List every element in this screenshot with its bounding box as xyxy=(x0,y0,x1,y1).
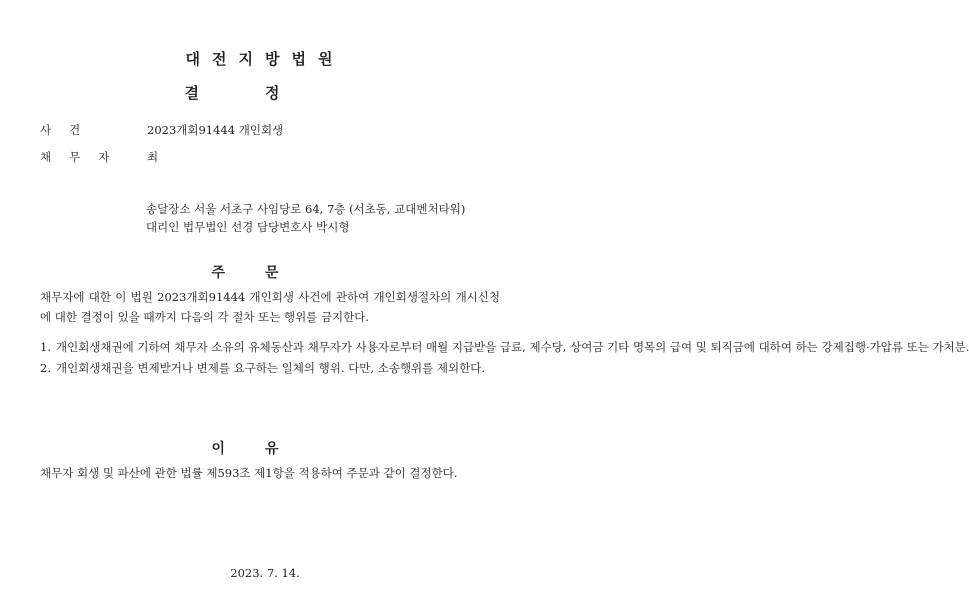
list-item-text: 개인회생채권을 변제받거나 변제를 요구하는 일체의 행위. 다만, 소송행위를 제외한다. xyxy=(56,361,486,375)
list-item-number: 2. xyxy=(40,361,51,375)
prohibited-actions-list xyxy=(40,338,969,380)
debtor-name: 최 xyxy=(147,150,159,164)
list-item xyxy=(40,359,500,378)
decision-date: 2023. 7. 14. xyxy=(230,566,300,580)
order-section-title: 주문 xyxy=(211,265,319,281)
document-type-title: 결정 xyxy=(184,84,346,102)
case-label: 사건 xyxy=(40,123,99,137)
reason-paragraph: 채무자 회생 및 파산에 관한 법률 제593조 제1항을 적용하여 주문과 같이 결정한다. xyxy=(40,466,458,480)
debtor-label: 채무자 xyxy=(40,150,128,164)
case-number: 2023개회91444 개인회생 xyxy=(147,123,284,137)
reason-section-title: 이유 xyxy=(211,441,319,457)
list-item-text: 개인회생채권에 기하여 채무자 소유의 유체동산과 채무자가 사용자로부터 매월 지급받을 급료, 제수당, 상여금 기타 명목의 급여 및 퇴직금에 대하여 하는 강제집행·가압류 또는 가처분. xyxy=(56,340,969,354)
list-item xyxy=(40,338,969,357)
list-item-number: 1. xyxy=(40,340,51,354)
order-intro-paragraph: 채무자에 대한 이 법원 2023개회91444 개인회생 사건에 관하여 개인회생절차의 개시신청에 대한 결정이 있을 때까지 다음의 각 절차 또는 행위를 금지한다. xyxy=(40,290,500,324)
legal-representative: 대리인 법무법인 선경 담당변호사 박시형 xyxy=(146,220,350,234)
service-address: 송달장소 서울 서초구 사임당로 64, 7층 (서초동, 교대벤처타워) xyxy=(146,202,466,216)
court-name: 대전지방법원 xyxy=(185,50,345,68)
